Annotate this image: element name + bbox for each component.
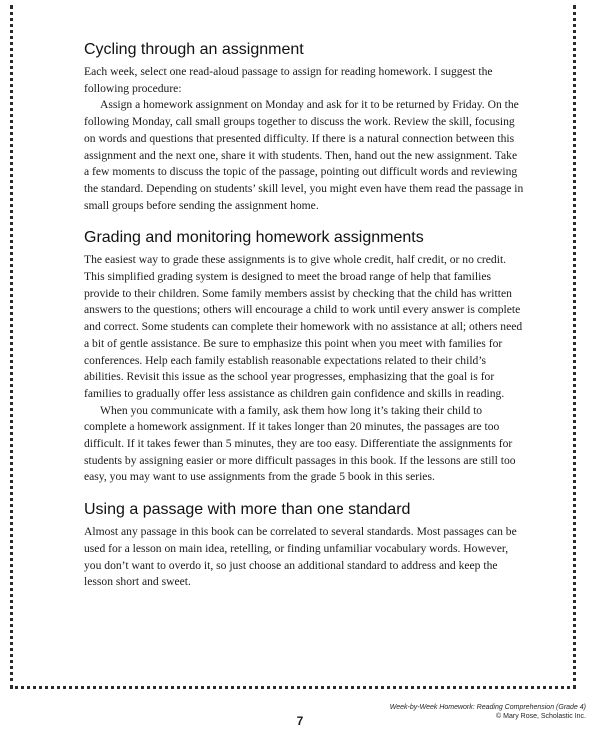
page-number: 7 (296, 714, 304, 728)
footer-credit (390, 703, 586, 721)
book-title: Week-by-Week Homework: Reading Comprehension (Grade 4) (389, 704, 586, 711)
paragraph: The easiest way to grade these assignments is to give whole credit, half credit, or no credit. This simplified grading system is designed to meet the broad range of help that families provide to their children. Some family members assist by checking that the child has written answers to the questions; others will encourage a child to work until every answer is complete and correct. Some students can complete their homework with no assistance at all; others need a bit of gentle assistance. Be sure to emphasize this point when you meet with families for conferences. Help each family establish reasonable expectations related to their child’s abilities. Revisit this issue as the school year progresses, emphasizing that the goal is for families to gradually offer less assistance as children gain confidence and skills in reading. (84, 253, 523, 400)
section-heading: Using a passage with more than one standard (84, 501, 411, 519)
section-cycling (84, 40, 524, 214)
section-heading: Grading and monitoring homework assignments (84, 229, 424, 247)
paragraph: When you communicate with a family, ask them how long it’s taking their child to complete a homework assignment. If it takes longer than 20 minutes, the passages are too difficult. If it takes fewer than 5 minutes, they are too easy. Differentiate the assignments for students by assigning easier or more difficult passages in this book. If the lessons are still too easy, you may want to use assignments from the grade 5 book in this series. (84, 403, 516, 484)
section-heading: Cycling through an assignment (84, 41, 304, 58)
paragraph: Each week, select one read-aloud passage to assign for reading homework. I suggest the following procedure: (84, 65, 493, 95)
page-content (84, 40, 524, 605)
paragraph: Almost any passage in this book can be correlated to several standards. Most passages can be used for a lesson on main idea, retelling, or finding unfamiliar vocabulary words. However, you don’t want to overdo it, so just choose an additional standard to address and keep the lesson short and sweet. (84, 525, 517, 589)
paragraph: Assign a homework assignment on Monday and ask for it to be returned by Friday. On the following Monday, call small groups together to discuss the work. Review the skill, focusing on words and questions that presented difficulty. If there is a natural connection between this assignment and the next one, share it with students. Then, hand out the new assignment. Take a few moments to discuss the topic of the passage, pointing out difficult words and reviewing the standard. Depending on students’ skill level, you might even have them read the passage in small groups before sending the assignment home. (84, 98, 524, 212)
copyright: © Mary Rose, Scholastic Inc. (496, 713, 586, 720)
section-grading (84, 228, 524, 486)
section-multiple-standards (84, 500, 524, 591)
